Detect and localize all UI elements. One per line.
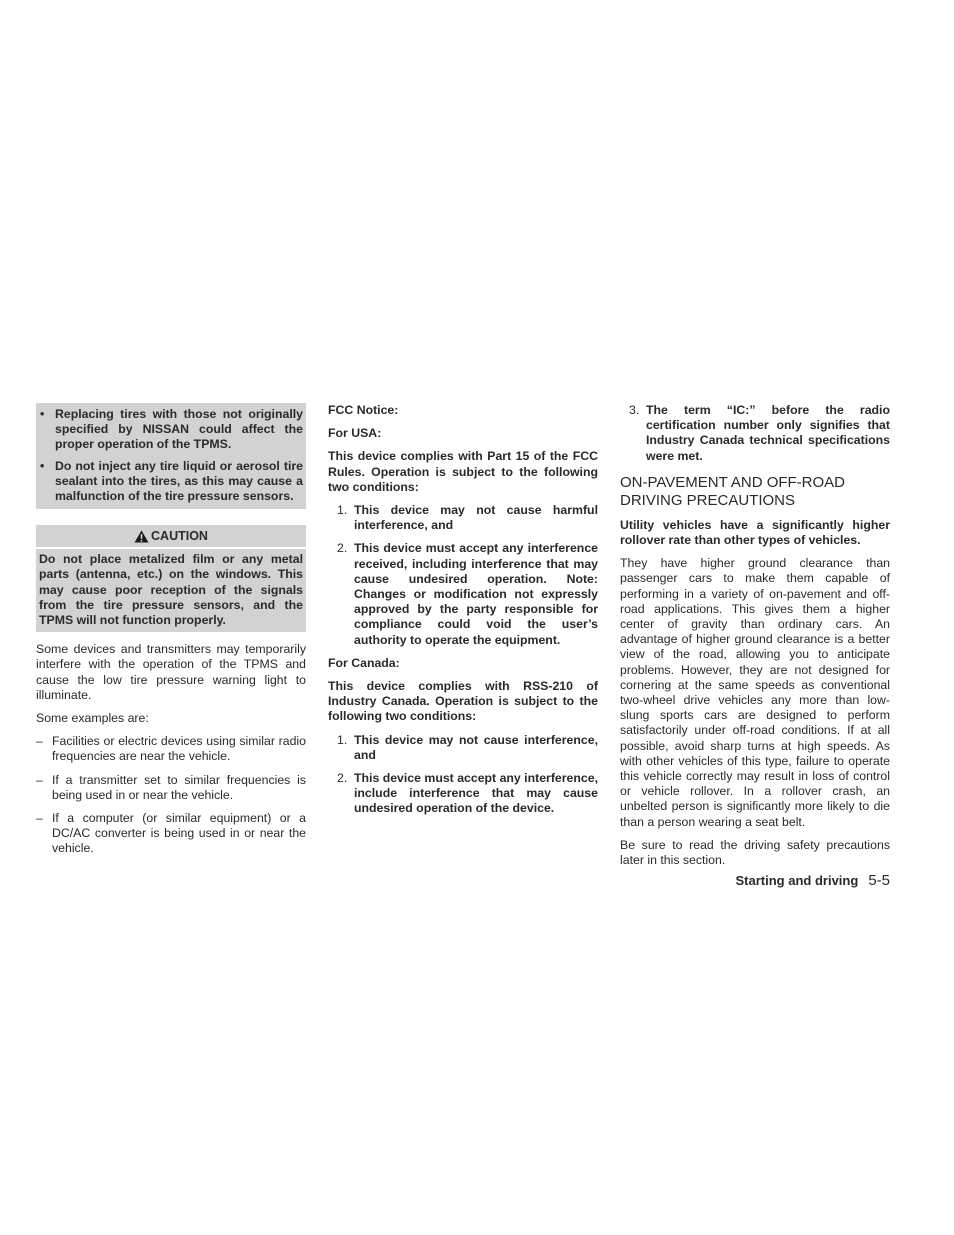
warning-bullet-box <box>36 403 306 509</box>
list-item-text: Facilities or electric devices using similar radio frequencies are near the vehicle. <box>52 734 306 764</box>
item-number: 1. <box>337 503 348 518</box>
usa-statement: This device complies with Part 15 of the FCC Rules. Operation is subject to the following two conditions: <box>328 449 598 494</box>
item-text: This device must accept any interference, include interference that may cause undesired operation of the device. <box>354 771 598 816</box>
numbered-item <box>328 503 598 533</box>
bullet-item <box>39 407 303 453</box>
item-text: This device must accept any interference received, including interference that may cause undesired operation. Note: Changes or modification not expressly approved by the party responsible for compliance could void the user’s authority to operate the equipment. <box>354 541 598 647</box>
caution-text: Do not place metalized film or any metal parts (antenna, etc.) on the windows. This may cause poor reception of the signals from the tire pressure sensors, and the TPMS will not function properly. <box>36 549 306 632</box>
paragraph: Be sure to read the driving safety precautions later in this section. <box>620 837 890 868</box>
numbered-item <box>328 733 598 763</box>
for-usa-heading: For USA: <box>328 426 382 441</box>
caution-title: CAUTION <box>151 529 208 544</box>
bullet-text: Replacing tires with those not originally specified by NISSAN could affect the proper operation of the TPMS. <box>55 407 303 452</box>
section-name: Starting and driving <box>735 873 859 888</box>
caution-header <box>36 525 306 547</box>
numbered-item <box>328 541 598 647</box>
for-canada-heading: For Canada: <box>328 655 400 670</box>
middle-column <box>328 403 598 825</box>
bullet-icon: • <box>40 407 45 421</box>
paragraph: Some devices and transmitters may temporarily interfere with the operation of the TPMS and cause the low tire pressure warning light to illuminate. <box>36 642 306 702</box>
item-number: 1. <box>337 732 348 747</box>
item-text: This device may not cause interference, and <box>354 732 598 762</box>
item-number: 3. <box>629 403 640 417</box>
dash-icon: – <box>36 772 43 787</box>
bullet-item <box>39 459 303 505</box>
item-number: 2. <box>337 541 348 556</box>
warning-triangle-icon <box>134 530 149 543</box>
bullet-icon: • <box>40 458 45 473</box>
paragraph: Some examples are: <box>36 711 149 726</box>
fcc-notice-heading: FCC Notice: <box>328 403 399 417</box>
dash-icon: – <box>36 734 43 749</box>
numbered-item <box>328 771 598 817</box>
list-item <box>36 773 306 803</box>
item-text: The term “IC:” before the radio certification number only signifies that Industry Canada technical specifications were met. <box>646 403 890 463</box>
right-column <box>620 403 890 876</box>
dash-icon: – <box>36 811 43 826</box>
list-item <box>36 734 306 764</box>
page-footer <box>736 872 890 889</box>
bullet-text: Do not inject any tire liquid or aerosol tire sealant into the tires, as this may cause a malfunction of the tire pressure sensors. <box>55 458 303 504</box>
left-column <box>36 403 306 865</box>
section-heading: ON-PAVEMENT AND OFF-ROAD DRIVING PRECAUTIONS <box>620 473 846 509</box>
item-text: This device may not cause harmful interference, and <box>354 503 598 533</box>
bold-paragraph: Utility vehicles have a significantly higher rollover rate than other types of vehicles. <box>620 517 890 548</box>
canada-statement: This device complies with RSS-210 of Industry Canada. Operation is subject to the following two conditions: <box>328 679 598 724</box>
numbered-item <box>620 403 890 464</box>
paragraph: They have higher ground clearance than passenger cars to make them capable of performing in a variety of on-pavement and off-road applications. This gives them a higher center of gravity than ordinary cars. An advantage of higher ground clearance is a better view of the road, allowing you to anticipate problems. However, they are not designed for cornering at the same speeds as conventional two-wheel drive vehicles any more than low-slung sports cars are designed to perform satisfactorily under off-road conditions. If at all possible, avoid sharp turns at high speeds. As with other vehicles of this type, failure to operate this vehicle correctly may result in loss of control or vehicle rollover. In a rollover crash, an unbelted person is significantly more likely to die than a person wearing a seat belt. <box>620 556 890 829</box>
list-item-text: If a computer (or similar equipment) or a DC/AC converter is being used in or near the vehicle. <box>52 811 306 856</box>
page-number: 5-5 <box>868 872 890 889</box>
list-item <box>36 811 306 857</box>
item-number: 2. <box>337 771 348 786</box>
caution-box <box>36 525 306 632</box>
list-item-text: If a transmitter set to similar frequencies is being used in or near the vehicle. <box>52 772 306 802</box>
